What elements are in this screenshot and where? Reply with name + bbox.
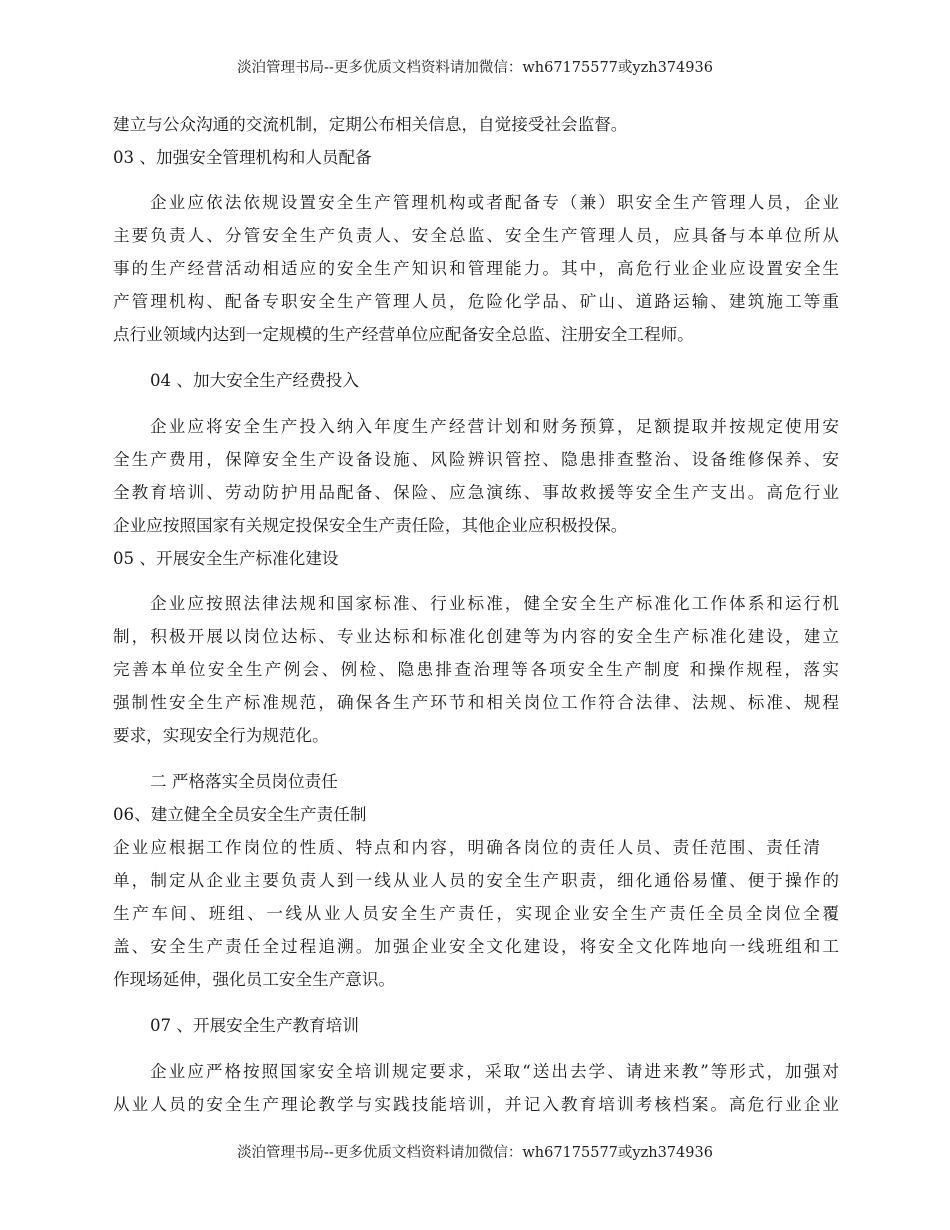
paragraph-line: 全教育培训、劳动防护用品配备、保险、应急演练、事故救援等安全生产支出。高危行业 [113,483,839,502]
section-heading-03: 03 、加强安全管理机构和人员配备 [113,148,372,167]
section-heading-04: 04 、加大安全生产经费投入 [150,371,359,390]
paragraph-line: 企业应将安全生产投入纳入年度生产经营计划和财务预算，足额提取并按规定使用安 [150,417,839,436]
section-title-2: 二 严格落实全员岗位责任 [150,772,338,791]
section-heading-05: 05 、开展安全生产标准化建设 [113,549,339,568]
paragraph-line: 企业应根据工作岗位的性质、特点和内容，明确各岗位的责任人员、责任范围、责任清 [113,838,820,857]
section-heading-06: 06、建立健全全员安全生产责任制 [113,805,367,824]
paragraph-line: 强制性安全生产标准规范，确保各生产环节和相关岗位工作符合法律、法规、标准、规程 [113,693,839,712]
paragraph-line: 产管理机构、配备专职安全生产管理人员，危险化学品、矿山、道路运输、建筑施工等重 [113,292,839,311]
paragraph-line: 单，制定从企业主要负责人到一线从业人员的安全生产职责，细化通俗易懂、便于操作的 [113,871,839,890]
paragraph-line: 点行业领域内达到一定规模的生产经营单位应配备安全总监、注册安全工程师。 [113,325,694,344]
paragraph-line: 从业人员的安全生产理论教学与实践技能培训，并记入教育培训考核档案。高危行业企业 [113,1095,839,1114]
paragraph-line: 要求，实现安全行为规范化。 [113,726,329,745]
paragraph-line: 企业应严格按照国家安全培训规定要求，采取“送出去学、请进来教”等形式，加强对 [150,1062,839,1081]
paragraph-line: 建立与公众沟通的交流机制，定期公布相关信息，自觉接受社会监督。 [113,115,628,134]
paragraph-line: 企业应按照国家有关规定投保安全生产责任险，其他企业应积极投保。 [113,516,628,535]
paragraph-line: 生产车间、班组、一线从业人员安全生产责任，实现企业安全生产责任全员全岗位全覆 [113,904,839,923]
page-header: 淡泊管理书局--更多优质文档资料请加微信：wh67175577或yzh374936 [237,60,713,76]
paragraph-line: 事的生产经营活动相适应的安全生产知识和管理能力。其中，高危行业企业应设置安全生 [113,259,839,278]
page-footer: 淡泊管理书局--更多优质文档资料请加微信：wh67175577或yzh374936 [237,1145,713,1161]
paragraph-line: 企业应按照法律法规和国家标准、行业标准，健全安全生产标准化工作体系和运行机 [150,594,839,613]
paragraph-line: 全生产费用，保障安全生产设备设施、风险辨识管控、隐患排查整治、设备维修保养、安 [113,450,839,469]
paragraph-line: 企业应依法依规设置安全生产管理机构或者配备专（兼）职安全生产管理人员，企业 [150,193,839,212]
paragraph-line: 制，积极开展以岗位达标、专业达标和标准化创建等为内容的安全生产标准化建设，建立 [113,627,839,646]
paragraph-line: 作现场延伸，强化员工安全生产意识。 [113,970,396,989]
paragraph-line: 盖、安全生产责任全过程追溯。加强企业安全文化建设，将安全文化阵地向一线班组和工 [113,937,839,956]
paragraph-line: 完善本单位安全生产例会、例检、隐患排查治理等各项安全生产制度 和操作规程，落实 [113,660,839,679]
paragraph-line: 主要负责人、分管安全生产负责人、安全总监、安全生产管理人员，应具备与本单位所从 [113,226,839,245]
section-heading-07: 07 、开展安全生产教育培训 [150,1016,359,1035]
